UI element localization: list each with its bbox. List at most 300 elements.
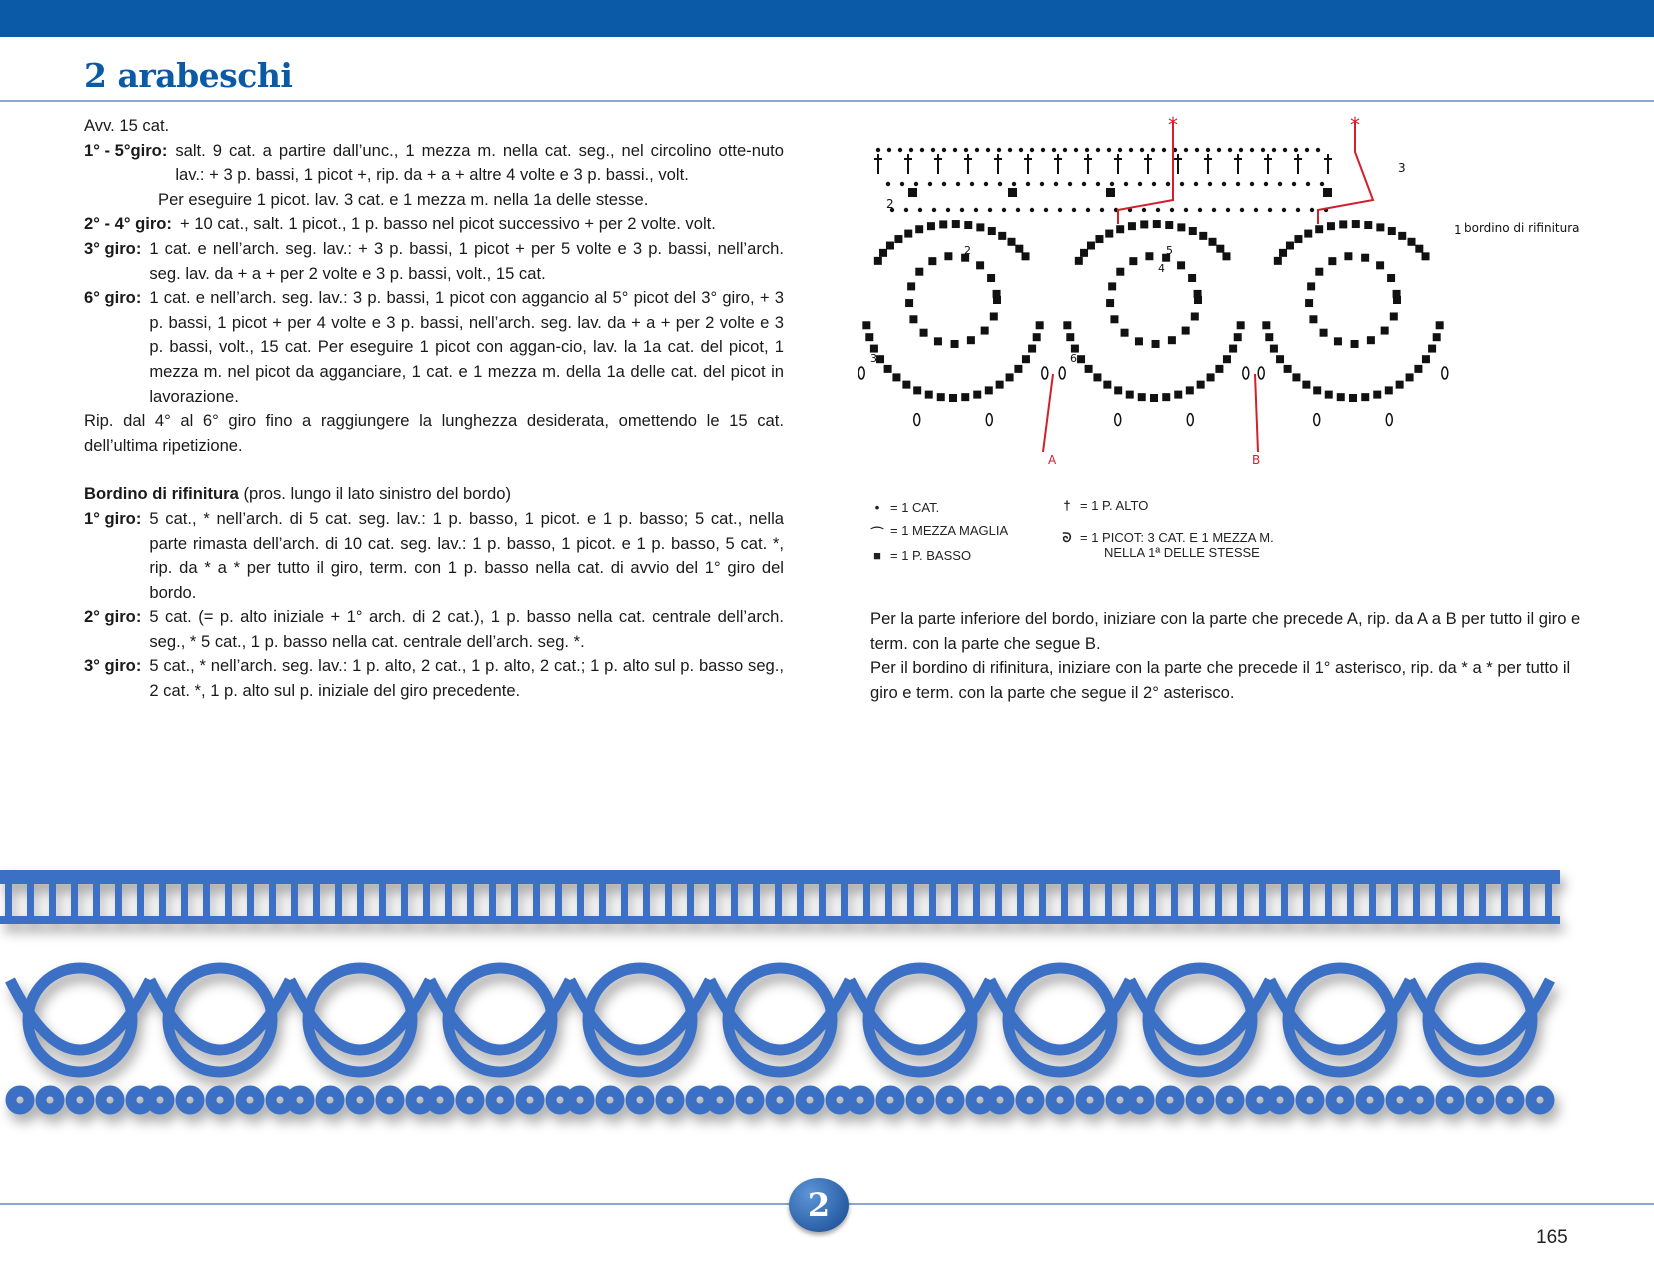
lace-post (577, 880, 584, 920)
lower-arc-stitch (1373, 391, 1381, 399)
lace-post (841, 880, 848, 920)
chain-dots-row2 (886, 182, 1332, 212)
picot-loop (1258, 367, 1264, 379)
inner-ring-stitch (1108, 282, 1116, 290)
lace-picot (151, 1091, 169, 1109)
lace-picot (601, 1091, 619, 1109)
lace-post (907, 880, 914, 920)
chain-dot (1100, 208, 1104, 212)
lace-post (1435, 880, 1442, 920)
lower-arc-stitch (1223, 355, 1231, 363)
lace-post (533, 880, 540, 920)
chain-dot (1236, 182, 1240, 186)
lace-post (929, 880, 936, 920)
upper-arc-stitch (879, 249, 887, 257)
lower-arc-stitch (1284, 365, 1292, 373)
lace-post (643, 880, 650, 920)
row-label: 3° giro: (84, 656, 142, 676)
upper-arc-stitch (1408, 238, 1416, 246)
lace-post (885, 880, 892, 920)
chain-dot (904, 208, 908, 212)
chain-dot (1195, 148, 1199, 152)
chain-dot (1184, 208, 1188, 212)
inner-ring-stitch (976, 261, 984, 269)
lace-picot (291, 1091, 309, 1109)
chain-dot (1138, 182, 1142, 186)
row-number-2: 2 (886, 197, 894, 211)
lace-post (401, 880, 408, 920)
lace-post (1171, 880, 1178, 920)
lace-picot (431, 1091, 449, 1109)
picot-loop (1243, 367, 1249, 379)
lower-arc-stitch (925, 391, 933, 399)
chain-dot (1305, 148, 1309, 152)
legend-cat: • = 1 CAT. (870, 500, 939, 515)
note-2: Per il bordino di rifinitura, iniziare con la parte che precede il 1° asterisco, rip. da * a * per tutto il giro e term. con la parte che segue il 2° asterisco. (870, 658, 1571, 702)
chain-dot (1107, 148, 1111, 152)
lower-arc-stitch (1197, 381, 1205, 389)
lace-motif-ring (1428, 968, 1532, 1072)
lace-picot (1051, 1091, 1069, 1109)
lace-motif-ring (1148, 968, 1252, 1072)
upper-arc-stitch (894, 235, 902, 243)
lace-motif-ring (1288, 968, 1392, 1072)
lace-picot (1501, 1091, 1519, 1109)
inner-ring-stitch (1309, 315, 1317, 323)
upper-arc-stitch (1216, 245, 1224, 253)
row-number-3b: 3 (870, 352, 877, 365)
lace-post (181, 880, 188, 920)
lower-arc-stitch (949, 394, 957, 402)
section-badge: 2 (789, 1178, 849, 1232)
lower-arc-stitch (1215, 365, 1223, 373)
picot-loop (1115, 414, 1121, 426)
chain-dot (986, 148, 990, 152)
lower-arc-stitch (1103, 381, 1111, 389)
inner-ring-stitch (1145, 252, 1153, 260)
lace-picot (1361, 1091, 1379, 1109)
lower-arc-stitch (1085, 365, 1093, 373)
upper-arc-stitch (1080, 249, 1088, 257)
lower-arc-stitch (876, 355, 884, 363)
inner-ring-stitch (1135, 337, 1143, 345)
upper-arc-stitch (998, 232, 1006, 240)
upper-arc-stitch (1304, 230, 1312, 238)
lace-post (1061, 880, 1068, 920)
picot-loop (1442, 367, 1448, 379)
chain-dot (1206, 148, 1210, 152)
chain-dot (984, 182, 988, 186)
mark-a: A (1048, 453, 1057, 467)
chain-dot (1272, 148, 1276, 152)
dot-icon: • (874, 500, 880, 515)
chain-dot (956, 182, 960, 186)
edge-label: bordino di rifinitura (1464, 221, 1580, 235)
inner-ring-stitch (1188, 274, 1196, 282)
lower-arc-stitch (1093, 373, 1101, 381)
chain-dot (1026, 182, 1030, 186)
chain-dot (974, 208, 978, 212)
instruction-row-1 (84, 139, 784, 188)
lower-arc-stitch (996, 381, 1004, 389)
chain-dot (1142, 208, 1146, 212)
chain-dot (1140, 148, 1144, 152)
chain-dot (1184, 148, 1188, 152)
lace-post (1369, 880, 1376, 920)
lace-picot (461, 1091, 479, 1109)
crochet-diagram (858, 112, 1638, 472)
row-label: 2° giro: (84, 607, 142, 627)
chain-dot (1222, 182, 1226, 186)
upper-arc-stitch (1279, 249, 1287, 257)
row-text: 5 cat. (= p. alto iniziale + 1° arch. di 2 cat.), 1 p. basso nella cat. centrale dell’arch. seg., * 5 cat., 1 p. basso nella cat. centrale dell’arch. seg. *. (149, 607, 784, 651)
row-number-2b: 2 (964, 244, 971, 257)
chain-dot (1030, 208, 1034, 212)
row-text: 1 cat. e nell’arch. seg. lav.: + 3 p. bassi, 1 picot + per 5 volte e 3 p. bassi, nell’arch. seg. lav. da + a + per 2 volte e 3 p. bassi, volt., 15 cat. (149, 238, 784, 283)
upper-arc-stitch (1294, 235, 1302, 243)
row-label: 2° - 4° giro: (84, 214, 172, 234)
lace-picot (1271, 1091, 1289, 1109)
lace-post (1347, 880, 1354, 920)
inner-ring-stitch (1191, 312, 1199, 320)
lace-post (445, 880, 452, 920)
lower-arc-stitch (1302, 381, 1310, 389)
lower-arc-stitch (1276, 355, 1284, 363)
lace-picot (1531, 1091, 1549, 1109)
chain-dot (1074, 148, 1078, 152)
lower-arc-stitch (862, 321, 870, 329)
lace-picot (1081, 1091, 1099, 1109)
chain-dot (942, 182, 946, 186)
upper-arc-stitch (1177, 223, 1185, 231)
lace-picot (991, 1091, 1009, 1109)
edging-row-3 (84, 654, 784, 703)
lower-arc-stitch (1262, 321, 1270, 329)
chain-dot (975, 148, 979, 152)
chain-dot (960, 208, 964, 212)
single-crochet-square (1008, 188, 1017, 197)
chain-dot (887, 148, 891, 152)
picot-loop (1042, 367, 1048, 379)
upper-arc-stitch (1075, 257, 1083, 265)
inner-ring-stitch (1351, 340, 1359, 348)
chain-dot (928, 182, 932, 186)
lower-arc-stitch (1063, 321, 1071, 329)
inner-ring-stitch (944, 252, 952, 260)
lace-post (621, 880, 628, 920)
upper-arc-stitch (1398, 232, 1406, 240)
inner-ring-stitch (993, 290, 1001, 298)
row-label: 3° giro: (84, 238, 142, 258)
chain-dot (1151, 148, 1155, 152)
lace-post (665, 880, 672, 920)
lace-motif-ring (448, 968, 552, 1072)
inner-ring-stitch (1307, 282, 1315, 290)
diagram-notes (870, 607, 1600, 705)
lace-picot (631, 1091, 649, 1109)
chain-dot (946, 208, 950, 212)
upper-arc-stitch (1364, 221, 1372, 229)
lace-post (1479, 880, 1486, 920)
lower-arc-stitch (1229, 345, 1237, 353)
chain-dot (942, 148, 946, 152)
lace-motif-ring (588, 968, 692, 1072)
lace-motif-ring (1008, 968, 1112, 1072)
chain-dot (886, 182, 890, 186)
legend-alto: † = 1 P. ALTO (1060, 498, 1148, 513)
upper-arc-stitch (1105, 230, 1113, 238)
inner-ring-stitch (1387, 274, 1395, 282)
lower-arc-stitch (1114, 386, 1122, 394)
lace-post (775, 880, 782, 920)
inner-ring-stitch (967, 336, 975, 344)
lower-arc-stitch (1265, 333, 1273, 341)
instruction-row-3 (84, 237, 784, 286)
lace-post (49, 880, 56, 920)
inner-ring-stitch (1328, 257, 1336, 265)
inner-ring-stitch (1305, 299, 1313, 307)
upper-arc-stitch (964, 221, 972, 229)
lace-post (1127, 880, 1134, 920)
row-text: 5 cat., * nell’arch. seg. lav.: 1 p. alto, 2 cat., 1 p. alto, 2 cat.; 1 p. alto sul p. basso seg., 2 cat. *, 1 p. alto sul p. iniziale del giro precedente. (149, 656, 784, 701)
upper-arc-stitch (939, 220, 947, 228)
lace-picot (941, 1091, 959, 1109)
upper-arc-stitch (1189, 227, 1197, 235)
chain-dot (1228, 148, 1232, 152)
lace-post (423, 880, 430, 920)
lace-post (93, 880, 100, 920)
lower-arc-stitch (1207, 373, 1215, 381)
lace-picot (1471, 1091, 1489, 1109)
lower-arc-stitch (1428, 345, 1436, 353)
row-label: 1° - 5°giro: (84, 140, 168, 160)
upper-arc-stitch (1140, 220, 1148, 228)
chain-dot (997, 148, 1001, 152)
legend-basso: ■ = 1 P. BASSO (870, 548, 971, 563)
lace-post (599, 880, 606, 920)
picot-loop (1386, 414, 1392, 426)
upper-arc-stitch (1153, 220, 1161, 228)
chain-dot (1002, 208, 1006, 212)
picot-icon: ᘐ (1062, 530, 1072, 545)
lace-motif-ring (28, 968, 132, 1072)
lace-post (687, 880, 694, 920)
lace-post (27, 880, 34, 920)
lower-arc-stitch (1337, 393, 1345, 401)
lower-arc-stitch (1385, 386, 1393, 394)
lower-arc-stitch (865, 333, 873, 341)
upper-arc-stitch (1087, 242, 1095, 250)
lower-arc-stitch (902, 381, 910, 389)
chain-dot (909, 148, 913, 152)
lower-arc-stitch (1361, 393, 1369, 401)
lower-arc-stitch (1270, 345, 1278, 353)
lace-post (863, 880, 870, 920)
chain-dot (1086, 208, 1090, 212)
single-crochet-square (1323, 188, 1332, 197)
single-crochet-square (908, 188, 917, 197)
motif-circles (858, 220, 1448, 426)
chain-dot (1052, 148, 1056, 152)
lace-post (1281, 880, 1288, 920)
lower-arc-stitch (1174, 391, 1182, 399)
inner-ring-stitch (1344, 252, 1352, 260)
lower-arc-stitch (1422, 355, 1430, 363)
lower-arc-stitch (1436, 321, 1444, 329)
chain-dot (1268, 208, 1272, 212)
lace-motif-ring (308, 968, 412, 1072)
inner-ring-stitch (934, 337, 942, 345)
chain-dot (1008, 148, 1012, 152)
lower-arc-stitch (913, 386, 921, 394)
mark-b: B (1252, 453, 1261, 467)
inner-ring-stitch (1106, 299, 1114, 307)
chain-dot (1212, 208, 1216, 212)
lace-picot (71, 1091, 89, 1109)
chain-dot (1320, 182, 1324, 186)
row-text: + 10 cat., salt. 1 picot., 1 p. basso nel picot successivo + per 2 volte. volt. (179, 214, 716, 234)
lace-picot (911, 1091, 929, 1109)
lace-motif-ring (168, 968, 272, 1072)
lace-post (115, 880, 122, 920)
chain-dot (1166, 182, 1170, 186)
chain-dot (1072, 208, 1076, 212)
instruction-row-4 (84, 286, 784, 409)
lace-post (819, 880, 826, 920)
lace-band (0, 870, 1560, 1109)
chain-dot (1226, 208, 1230, 212)
lower-arc-stitch (1014, 365, 1022, 373)
upper-arc-stitch (1128, 222, 1136, 230)
upper-arc-stitch (1415, 245, 1423, 253)
chain-dot (900, 182, 904, 186)
chain-dots-top (876, 148, 1320, 152)
lace-picot (1441, 1091, 1459, 1109)
chain-dot (1208, 182, 1212, 186)
lace-post (1017, 880, 1024, 920)
lace-picot (1221, 1091, 1239, 1109)
lace-post (1105, 880, 1112, 920)
lace-picot (41, 1091, 59, 1109)
chain-dot (988, 208, 992, 212)
lace-picot (321, 1091, 339, 1109)
lace-picot (1191, 1091, 1209, 1109)
picot-loop (1187, 414, 1193, 426)
picot-loop (858, 367, 864, 379)
lace-picot (1161, 1091, 1179, 1109)
lace-post (489, 880, 496, 920)
lace-picot (351, 1091, 369, 1109)
lace-post (797, 880, 804, 920)
chain-dot (1254, 208, 1258, 212)
row-number-3: 3 (1398, 161, 1406, 175)
chain-dot (918, 208, 922, 212)
lower-arc-stitch (985, 386, 993, 394)
chain-dot (1044, 208, 1048, 212)
lower-arc-stitch (1162, 393, 1170, 401)
lace-picot (101, 1091, 119, 1109)
square-icon: ■ (873, 548, 881, 563)
lower-arc-stitch (1406, 373, 1414, 381)
lace-post (1325, 880, 1332, 920)
chain-dot (1156, 208, 1160, 212)
lace-picot (741, 1091, 759, 1109)
edging-row-1 (84, 507, 784, 605)
single-crochet-square (1106, 188, 1115, 197)
chain-dot (964, 148, 968, 152)
upper-arc-stitch (988, 227, 996, 235)
lace-post (1391, 880, 1398, 920)
chain-dot (932, 208, 936, 212)
chain-dot (1217, 148, 1221, 152)
lower-arc-stitch (1349, 394, 1357, 402)
lace-picot (11, 1091, 29, 1109)
lower-arc-stitch (1126, 391, 1134, 399)
chain-dot (1261, 148, 1265, 152)
lower-arc-stitch (961, 393, 969, 401)
lace-picot (1411, 1091, 1429, 1109)
inner-ring-stitch (1110, 315, 1118, 323)
upper-arc-stitch (927, 222, 935, 230)
upper-arc-stitch (1165, 221, 1173, 229)
chain-dot (1250, 148, 1254, 152)
lace-motif-ring (728, 968, 832, 1072)
lace-post (5, 880, 12, 920)
upper-arc-stitch (1388, 227, 1396, 235)
chain-dot (1041, 148, 1045, 152)
lower-arc-stitch (1237, 321, 1245, 329)
chain-dot (970, 182, 974, 186)
lower-arc-stitch (1396, 381, 1404, 389)
lower-arc-stitch (1313, 386, 1321, 394)
lace-post (137, 880, 144, 920)
diagram-legend (870, 490, 1430, 570)
inner-ring-stitch (920, 329, 928, 337)
inner-ring-stitch (981, 327, 989, 335)
row-text: 5 cat., * nell’arch. di 5 cat. seg. lav.: 1 p. basso, 1 picot. e 1 p. basso; 5 cat., nella parte rimasta dell’arch. di 10 cat. seg. lav.: 1 p. basso, 1 picot. e 1 p. basso, 5 cat. *, rip. da * a * per tutto il giro, term. con 1 p. basso nella cat. di avvio del 1° giro del bordo. (149, 508, 784, 602)
lace-post (159, 880, 166, 920)
lace-post (467, 880, 474, 920)
inner-ring-stitch (915, 268, 923, 276)
upper-arc-stitch (1223, 252, 1231, 260)
lace-post (203, 880, 210, 920)
inner-ring-stitch (909, 315, 917, 323)
chain-dot (1194, 182, 1198, 186)
lace-post (1083, 880, 1090, 920)
chain-dot (1282, 208, 1286, 212)
upper-arc-stitch (1095, 235, 1103, 243)
chain-dot (1085, 148, 1089, 152)
legend-mezza: ⌒ = 1 MEZZA MAGLIA (870, 523, 1009, 541)
lace-post (709, 880, 716, 920)
lace-picot (521, 1091, 539, 1109)
lace-post (1545, 880, 1552, 920)
lace-picot (211, 1091, 229, 1109)
chain-dot (1096, 148, 1100, 152)
chain-dot (1162, 148, 1166, 152)
row-number-6: 6 (1070, 352, 1077, 365)
lace-post (269, 880, 276, 920)
lace-post (995, 880, 1002, 920)
chain-dot (1096, 182, 1100, 186)
inner-ring-stitch (1177, 261, 1185, 269)
upper-arc-stitch (915, 225, 923, 233)
note-1: Per la parte inferiore del bordo, iniziare con la parte che precede A, rip. da A a B per tutto il giro e term. con la parte che segue B. (870, 609, 1581, 653)
chain-dot (1306, 182, 1310, 186)
inner-ring-stitch (987, 274, 995, 282)
lower-arc-stitch (1138, 393, 1146, 401)
inner-ring-stitch (1168, 336, 1176, 344)
